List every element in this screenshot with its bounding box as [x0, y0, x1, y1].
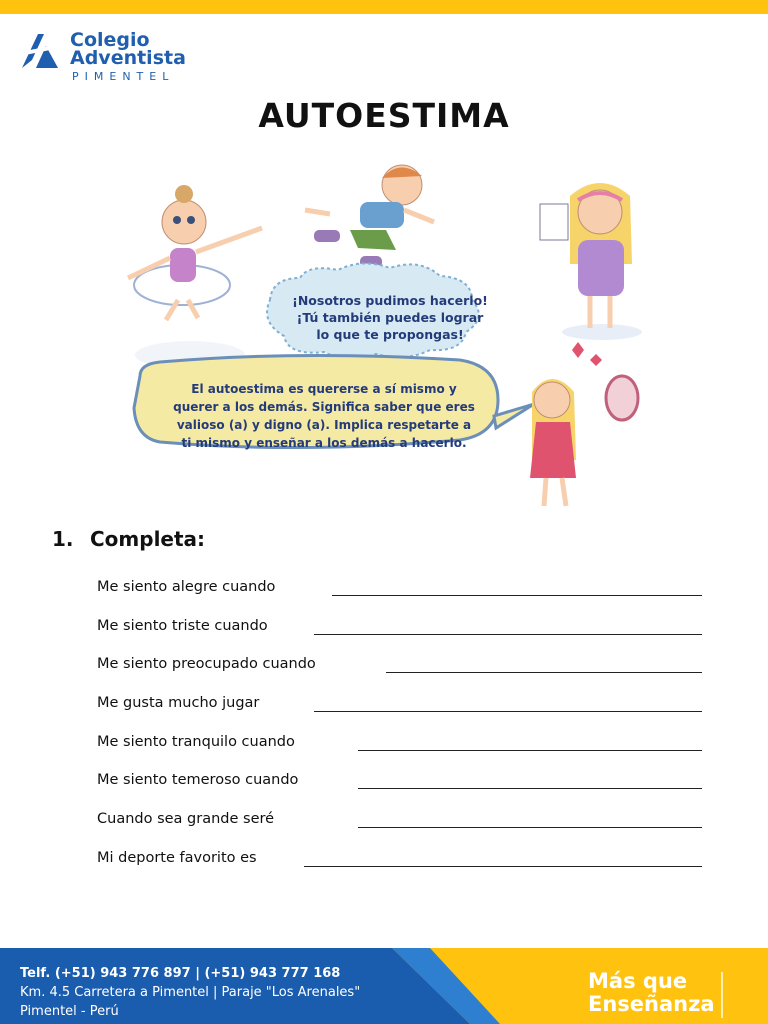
answer-line[interactable] — [332, 595, 702, 596]
bubble-2-line: querer a los demás. Significa saber que eres — [173, 400, 475, 414]
fill-in-row — [97, 579, 702, 601]
answer-line[interactable] — [358, 788, 702, 789]
girl-with-paper-figure — [540, 183, 642, 340]
bubble-1-text — [280, 292, 500, 343]
page-title: AUTOESTIMA — [258, 96, 510, 135]
slogan-divider — [721, 972, 723, 1018]
logo-text-line2: Adventista — [70, 47, 186, 69]
fill-in-row — [97, 695, 702, 717]
fill-in-row — [97, 811, 702, 833]
skater-boy-figure — [305, 165, 434, 268]
footer-city: Pimentel - Perú — [20, 1004, 119, 1019]
fill-in-row — [97, 850, 702, 872]
footer-slogan — [588, 970, 715, 1016]
prompt-label: Me siento temeroso cuando — [97, 772, 299, 788]
bubble-2-line: El autoestima es quererse a sí mismo y — [191, 382, 457, 396]
ballerina-figure — [128, 185, 262, 369]
prompt-label: Cuando sea grande seré — [97, 811, 275, 827]
prompt-label: Me siento preocupado cuando — [97, 656, 316, 672]
bubble-1-line: ¡Tú también puedes lograr — [296, 310, 484, 325]
slogan-line1: Más que — [588, 969, 688, 993]
answer-line[interactable] — [314, 711, 702, 712]
fill-in-row — [97, 656, 702, 678]
bubble-1-line: ¡Nosotros pudimos hacerlo! — [292, 293, 488, 308]
prompt-label: Me siento tranquilo cuando — [97, 734, 295, 750]
footer-phone: Telf. (+51) 943 776 897 | (+51) 943 777 168 — [20, 966, 341, 981]
bubble-1-line: lo que te propongas! — [316, 327, 464, 342]
fill-in-row — [97, 618, 702, 640]
answer-line[interactable] — [314, 634, 702, 635]
logo-mark-icon — [18, 30, 62, 70]
bubble-2-line: valioso (a) y digno (a). Implica respetarte a — [176, 418, 472, 432]
answer-line[interactable] — [386, 672, 702, 673]
footer-address: Km. 4.5 Carretera a Pimentel | Paraje "Los Arenales" — [20, 985, 361, 1000]
prompt-label: Mi deporte favorito es — [97, 850, 257, 866]
bubble-2-line: ti mismo y enseñar a los demás a hacerlo. — [181, 436, 467, 450]
girl-with-mirror-figure — [530, 342, 638, 506]
answer-line[interactable] — [304, 866, 702, 867]
slogan-line2: Enseñanza — [588, 992, 715, 1016]
top-accent-bar — [0, 0, 768, 14]
answer-line[interactable] — [358, 750, 702, 751]
logo-text-line3: PIMENTEL — [72, 70, 175, 83]
school-logo — [18, 28, 208, 84]
exercise-title: Completa: — [90, 527, 206, 551]
logo-text-line1: Colegio — [70, 29, 150, 51]
prompt-label: Me gusta mucho jugar — [97, 695, 260, 711]
answer-line[interactable] — [358, 827, 702, 828]
bubble-2-text — [148, 380, 500, 452]
prompt-label: Me siento triste cuando — [97, 618, 268, 634]
exercise-number: 1. — [52, 527, 74, 551]
fill-in-row — [97, 734, 702, 756]
fill-in-row — [97, 772, 702, 794]
prompt-label: Me siento alegre cuando — [97, 579, 276, 595]
exercise-heading — [52, 527, 205, 551]
